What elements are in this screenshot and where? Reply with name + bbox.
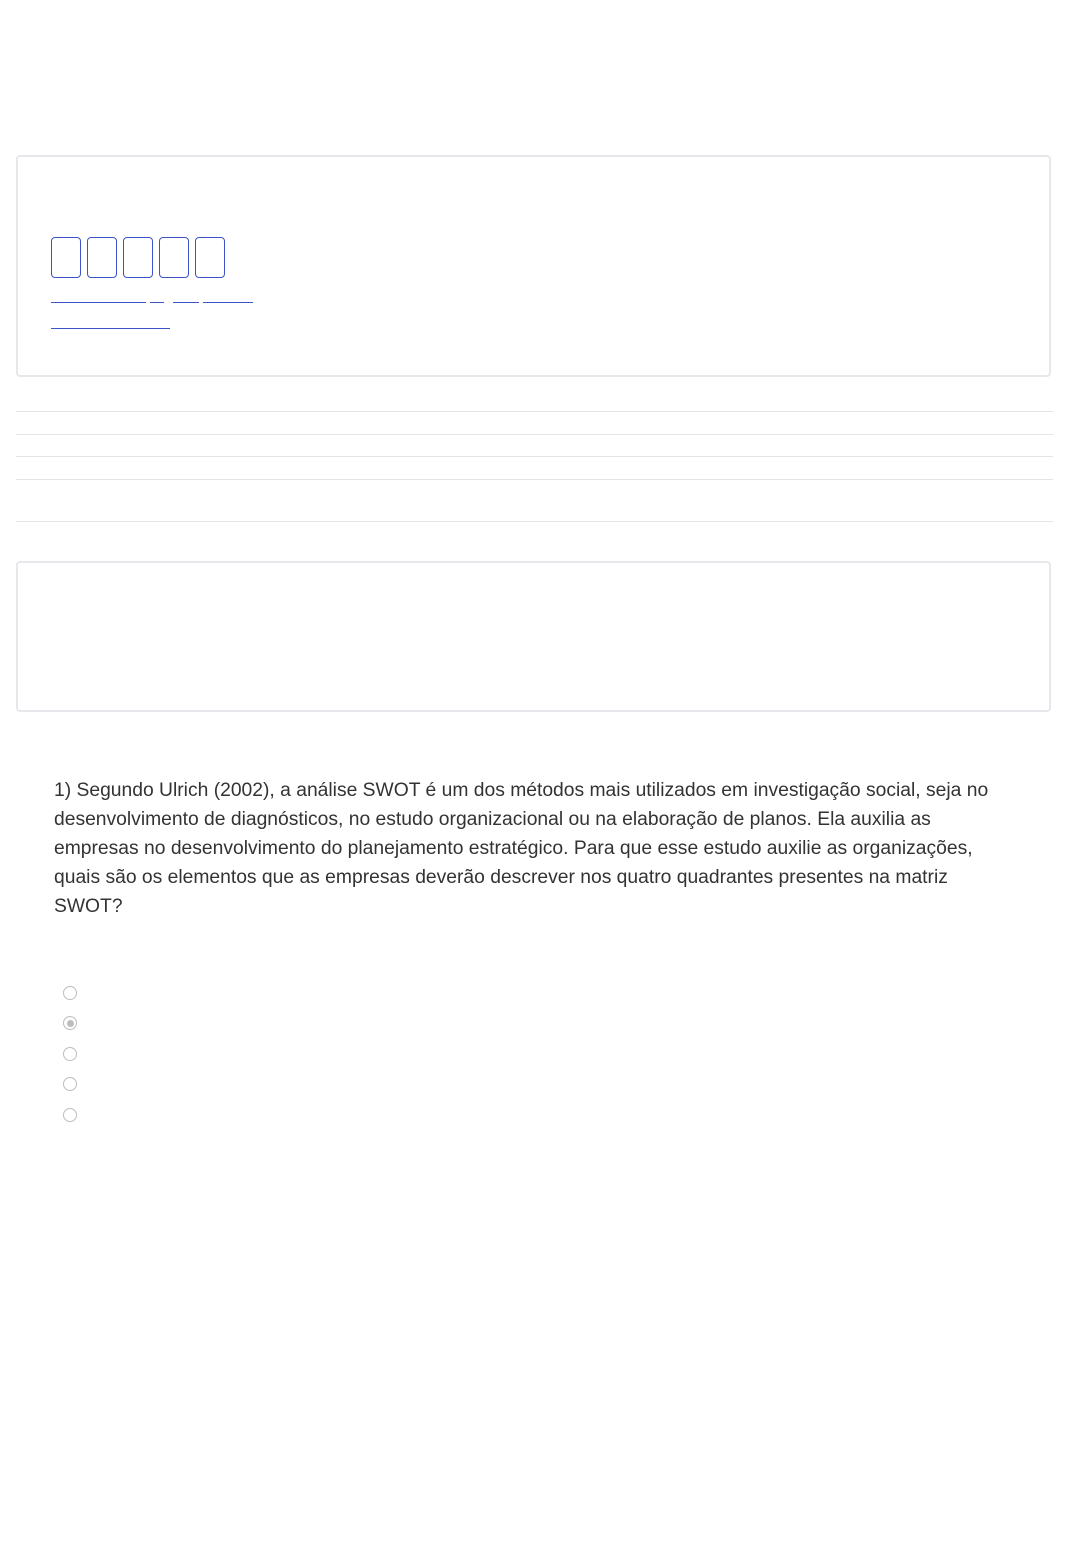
question-navigation-panel	[16, 155, 1051, 377]
answer-radio-3[interactable]	[63, 1047, 77, 1061]
link-underline[interactable]	[173, 302, 199, 303]
question-number-list	[51, 237, 225, 278]
link-underline[interactable]	[51, 328, 170, 329]
divider	[16, 521, 1053, 522]
divider	[16, 479, 1053, 480]
divider	[16, 456, 1053, 457]
answer-radio-1[interactable]	[63, 986, 77, 1000]
info-panel	[16, 561, 1051, 712]
question-nav-box-3[interactable]	[123, 237, 153, 278]
question-nav-box-2[interactable]	[87, 237, 117, 278]
link-underline[interactable]	[203, 302, 253, 303]
link-underline[interactable]	[51, 302, 146, 303]
answer-radio-4[interactable]	[63, 1077, 77, 1091]
question-text: 1) Segundo Ulrich (2002), a análise SWOT é um dos métodos mais utilizados em investigação social, seja no desenvolvimento de diagnósticos, no estudo organizacional ou na elaboração de planos. Ela auxilia as empresas no desenvolvimento do planejamento estratégico. Para que esse estudo auxilie as organizações, quais são os elementos que as empresas deverão descrever nos quatro quadrantes presentes na matriz SWOT?	[54, 780, 989, 917]
question-nav-box-1[interactable]	[51, 237, 81, 278]
question-nav-box-5[interactable]	[195, 237, 225, 278]
divider	[16, 411, 1053, 412]
question-nav-box-4[interactable]	[159, 237, 189, 278]
answer-radio-5[interactable]	[63, 1108, 77, 1122]
link-underline[interactable]	[150, 302, 164, 303]
answer-radio-2[interactable]	[63, 1016, 77, 1030]
divider	[16, 434, 1053, 435]
